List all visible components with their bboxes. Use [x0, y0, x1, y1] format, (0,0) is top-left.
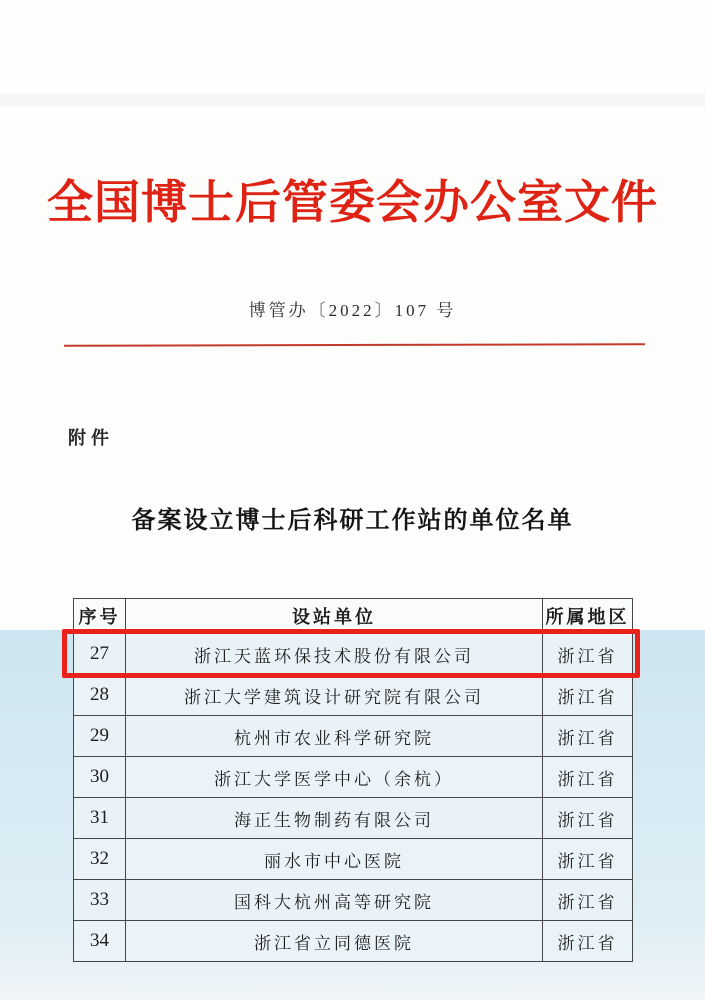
cell-unit: 浙江天蓝环保技术股份有限公司: [126, 634, 543, 675]
header-cell-region: 所属地区: [543, 599, 633, 634]
cell-region: 浙江省: [543, 798, 633, 839]
table-header-row: [74, 599, 633, 634]
cell-unit: 浙江省立同德医院: [126, 921, 543, 962]
cell-index: 31: [74, 798, 126, 839]
table-row-27: [74, 634, 633, 675]
cell-region: 浙江省: [543, 675, 633, 716]
cell-unit: 海正生物制药有限公司: [126, 798, 543, 839]
table-row-29: [74, 716, 633, 757]
cell-index: 29: [74, 716, 126, 757]
cell-unit: 杭州市农业科学研究院: [126, 716, 543, 757]
cell-unit: 丽水市中心医院: [126, 839, 543, 880]
cell-region: 浙江省: [543, 634, 633, 675]
scan-artifact-band: [0, 94, 705, 106]
document-number: 博管办〔2022〕107 号: [248, 301, 457, 320]
table-row-28: [74, 675, 633, 716]
header-cell-index: 序号: [74, 599, 126, 634]
cell-region: 浙江省: [543, 880, 633, 921]
units-table: [73, 598, 633, 962]
red-divider-line: [64, 343, 645, 347]
cell-index: 34: [74, 921, 126, 962]
table-row-34: [74, 921, 633, 962]
cell-region: 浙江省: [543, 716, 633, 757]
list-title: 备案设立博士后科研工作站的单位名单: [131, 508, 574, 534]
cell-index: 30: [74, 757, 126, 798]
table-row-30: [74, 757, 633, 798]
header-cell-unit: 设站单位: [126, 599, 543, 634]
cell-unit: 浙江大学医学中心（余杭）: [126, 757, 543, 798]
attachment-label: 附件: [68, 428, 114, 448]
cell-region: 浙江省: [543, 757, 633, 798]
table-row-31: [74, 798, 633, 839]
cell-region: 浙江省: [543, 839, 633, 880]
cell-unit: 国科大杭州高等研究院: [126, 880, 543, 921]
cell-index: 27: [74, 634, 126, 675]
table-row-32: [74, 839, 633, 880]
cell-index: 28: [74, 675, 126, 716]
document-title: 全国博士后管委会办公室文件: [47, 177, 658, 228]
table-row-33: [74, 880, 633, 921]
cell-index: 32: [74, 839, 126, 880]
cell-index: 33: [74, 880, 126, 921]
cell-unit: 浙江大学建筑设计研究院有限公司: [126, 675, 543, 716]
cell-region: 浙江省: [543, 921, 633, 962]
